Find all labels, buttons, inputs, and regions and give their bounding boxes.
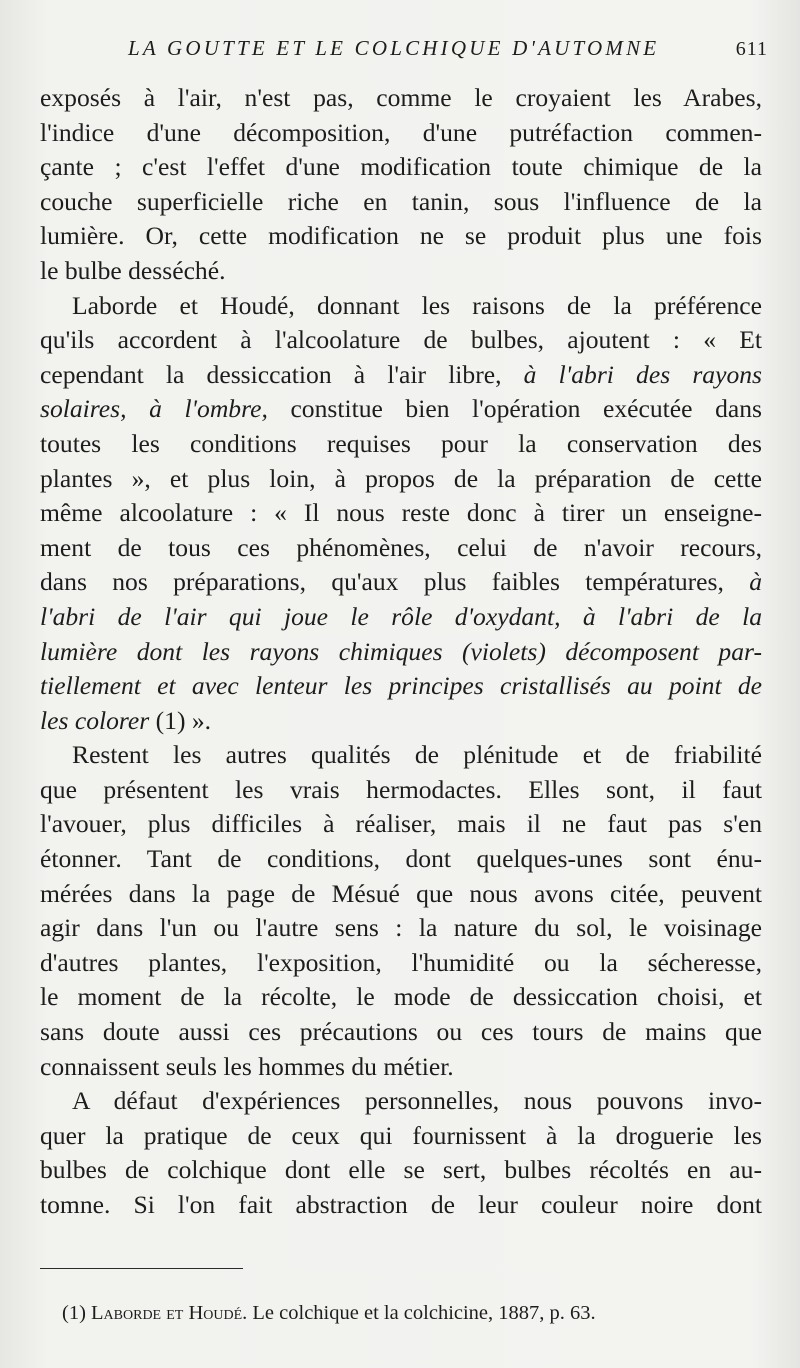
text-segment: que présentent les vrais hermodactes. Elles sont, il faut xyxy=(40,774,762,804)
text-segment: agir dans l'un ou l'autre sens : la nature du sol, le voisinage xyxy=(40,913,762,943)
text-segment: mérées dans la page de Mésué que nous avons citée, peuvent xyxy=(40,878,762,908)
text-line xyxy=(40,1153,762,1188)
text-line xyxy=(40,600,762,635)
italic-text: l'abri de l'air qui joue le rôle d'oxydant, à l'abri de la xyxy=(40,601,762,631)
text-line xyxy=(40,1050,762,1085)
text-line xyxy=(40,185,762,220)
text-line xyxy=(40,289,762,324)
text-line xyxy=(40,1188,762,1223)
italic-text: à xyxy=(749,567,762,597)
text-segment: cependant la dessiccation à l'air libre, xyxy=(40,359,524,389)
footnote xyxy=(62,1302,596,1325)
body-text xyxy=(40,81,762,1223)
text-segment: ment de tous ces phénomènes, celui de n'avoir recours, xyxy=(40,532,762,562)
text-line xyxy=(40,911,762,946)
text-line xyxy=(40,427,762,462)
text-line xyxy=(40,946,762,981)
italic-text: les colorer xyxy=(40,705,150,735)
text-line xyxy=(40,738,762,773)
text-segment: l'avouer, plus difficiles à réaliser, mais il ne faut pas s'en xyxy=(40,809,762,839)
text-segment: exposés à l'air, n'est pas, comme le croyaient les Arabes, xyxy=(40,83,762,112)
text-line xyxy=(40,807,762,842)
footnote-citation: . Le colchique et la colchicine, 1887, p. 63. xyxy=(242,1302,596,1324)
text-segment: çante ; c'est l'effet d'une modification toute chimique de la xyxy=(40,152,762,182)
page-number: 611 xyxy=(735,38,768,60)
text-line xyxy=(40,669,762,704)
text-segment: lumière. Or, cette modification ne se produit plus une fois xyxy=(40,221,762,251)
footnote-authors: Laborde et Houdé xyxy=(91,1302,243,1324)
running-head xyxy=(40,36,768,66)
text-segment: le moment de la récolte, le mode de dessiccation choisi, et xyxy=(40,982,762,1012)
text-segment: A défaut d'expériences personnelles, nous pouvons invo- xyxy=(72,1086,762,1116)
text-line xyxy=(40,392,762,427)
text-line xyxy=(40,1119,762,1154)
text-line xyxy=(40,219,762,254)
text-segment: connaissent seuls les hommes du métier. xyxy=(40,1051,454,1081)
text-segment: tomne. Si l'on fait abstraction de leur couleur noire dont xyxy=(40,1190,762,1219)
text-line xyxy=(40,1084,762,1119)
footnote-rule xyxy=(40,1268,243,1269)
text-line xyxy=(40,1015,762,1050)
text-segment: plantes », et plus loin, à propos de la préparation de cette xyxy=(40,463,762,493)
text-segment: quer la pratique de ceux qui fournissent à la droguerie les xyxy=(40,1120,762,1150)
text-segment: le bulbe desséché. xyxy=(40,255,226,285)
text-segment: même alcoolature : « Il nous reste donc à tirer un enseigne- xyxy=(40,498,762,528)
text-line xyxy=(40,565,762,600)
italic-text: lumière dont les rayons chimiques (violets) décomposent par- xyxy=(40,636,762,666)
text-line xyxy=(40,773,762,808)
text-line xyxy=(40,358,762,393)
text-line xyxy=(40,704,762,739)
text-segment: (1) ». xyxy=(149,705,212,735)
text-line xyxy=(40,254,762,289)
text-line xyxy=(40,531,762,566)
text-segment: Restent les autres qualités de plénitude et de friabilité xyxy=(72,740,762,770)
text-segment: toutes les conditions requises pour la conservation des xyxy=(40,428,762,458)
text-line xyxy=(40,323,762,358)
italic-text: solaires, à l'ombre, xyxy=(40,394,268,424)
text-segment: qu'ils accordent à l'alcoolature de bulbes, ajoutent : « Et xyxy=(40,325,762,355)
text-line xyxy=(40,496,762,531)
text-segment: Laborde et Houdé, donnant les raisons de la préférence xyxy=(72,290,762,320)
text-segment: dans nos préparations, qu'aux plus faibles températures, xyxy=(40,567,750,597)
italic-text: tiellement et avec lenteur les principes cristallisés au point de xyxy=(40,671,762,701)
text-segment: couche superficielle riche en tanin, sous l'influence de la xyxy=(40,186,762,216)
text-segment: l'indice d'une décomposition, d'une putréfaction commen- xyxy=(40,117,762,147)
running-title: LA GOUTTE ET LE COLCHIQUE D'AUTOMNE xyxy=(128,36,660,60)
text-segment: étonner. Tant de conditions, dont quelques-unes sont énu- xyxy=(40,844,762,874)
text-line xyxy=(40,635,762,670)
text-line xyxy=(40,116,762,151)
text-segment: sans doute aussi ces précautions ou ces tours de mains que xyxy=(40,1017,762,1047)
text-line xyxy=(40,150,762,185)
text-line xyxy=(40,877,762,912)
text-segment: d'autres plantes, l'exposition, l'humidité ou la sécheresse, xyxy=(40,947,762,977)
text-segment: bulbes de colchique dont elle se sert, bulbes récoltés en au- xyxy=(40,1155,762,1185)
text-line xyxy=(40,81,762,116)
text-line xyxy=(40,842,762,877)
footnote-marker: (1) xyxy=(62,1302,92,1324)
text-line xyxy=(40,462,762,497)
italic-text: à l'abri des rayons xyxy=(523,359,763,389)
text-line xyxy=(40,980,762,1015)
text-segment: constitue bien l'opération exécutée dans xyxy=(267,394,762,424)
